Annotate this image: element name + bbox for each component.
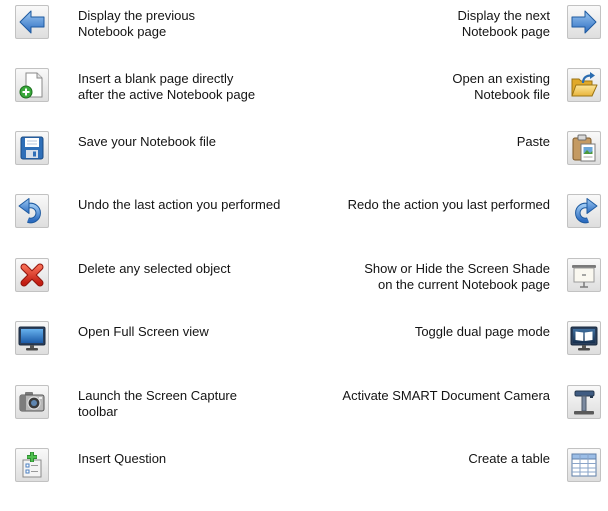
description-line: Delete any selected object [78,261,231,276]
description-line: Open Full Screen view [78,324,209,339]
description-line: Display the next [457,8,550,23]
description-line: Launch the Screen Capture [78,388,237,403]
undo-icon [15,194,49,228]
dual-page-icon [567,321,601,355]
redo-icon-graphic [568,195,600,227]
next-page-icon-graphic [568,6,600,38]
redo-description [348,197,550,213]
paste-description [517,134,550,150]
table-icon [567,448,601,482]
reference-row [0,448,608,511]
screen-capture-entry [0,385,300,448]
full-screen-icon [15,321,49,355]
create-table-description [468,451,550,467]
reference-row [0,194,608,257]
description-line: after the active Notebook page [78,87,256,102]
paste-icon-graphic [568,132,600,164]
table-icon-graphic [568,449,600,481]
document-camera-entry [300,385,608,448]
description-line: Open an existing [452,71,550,86]
save-description [78,134,216,150]
create-table-entry [300,448,608,511]
delete-entry [0,258,300,321]
delete-icon-graphic [16,259,48,291]
insert-blank-page-entry [0,68,300,131]
insert-question-icon-graphic [16,449,48,481]
description-line: Undo the last action you performed [78,197,281,212]
full-screen-entry [0,321,300,384]
save-entry [0,131,300,194]
undo-entry [0,194,300,257]
open-file-description [452,71,550,103]
description-line: Activate SMART Document Camera [342,388,550,403]
description-line: Create a table [468,451,550,466]
description-line: toolbar [78,404,118,419]
delete-icon [15,258,49,292]
reference-row [0,131,608,194]
insert-question-description [78,451,166,467]
insert-blank-page-icon-graphic [16,69,48,101]
previous-page-icon [15,5,49,39]
screen-capture-icon-graphic [16,386,48,418]
open-file-icon-graphic [568,69,600,101]
insert-question-entry [0,448,300,511]
description-line: Show or Hide the Screen Shade [364,261,550,276]
screen-shade-icon-graphic [568,259,600,291]
description-line: Notebook page [461,24,550,39]
insert-blank-page-icon [15,68,49,102]
previous-page-description [78,8,195,40]
redo-entry [300,194,608,257]
reference-row [0,321,608,384]
insert-blank-page-description [78,71,255,103]
description-line: Toggle dual page mode [414,324,550,339]
document-camera-icon [567,385,601,419]
undo-description [78,197,280,213]
redo-icon [567,194,601,228]
dual-page-entry [300,321,608,384]
previous-page-entry [0,5,300,68]
reference-row [0,5,608,68]
next-page-entry [300,5,608,68]
description-line: Save your Notebook file [78,134,217,149]
document-camera-icon-graphic [568,386,600,418]
full-screen-icon-graphic [16,322,48,354]
description-line: Insert Question [78,451,167,466]
description-line: Display the previous [78,8,196,23]
screen-capture-description [78,388,237,420]
screen-shade-entry [300,258,608,321]
description-line: Insert a blank page directly [78,71,234,86]
previous-page-icon-graphic [16,6,48,38]
document-camera-description [342,388,550,404]
screen-shade-description [364,261,550,293]
description-line: Notebook file [474,87,550,102]
screen-capture-icon [15,385,49,419]
next-page-icon [567,5,601,39]
delete-description [78,261,230,277]
save-icon [15,131,49,165]
open-file-entry [300,68,608,131]
save-icon-graphic [16,132,48,164]
description-line: Notebook page [78,24,167,39]
description-line: on the current Notebook page [377,277,550,292]
next-page-description [458,8,551,40]
description-line: Paste [516,134,550,149]
open-file-icon [567,68,601,102]
reference-row [0,385,608,448]
screen-shade-icon [567,258,601,292]
undo-icon-graphic [16,195,48,227]
paste-icon [567,131,601,165]
paste-entry [300,131,608,194]
dual-page-description [415,324,550,340]
dual-page-icon-graphic [568,322,600,354]
description-line: Redo the action you last performed [347,197,550,212]
reference-row [0,68,608,131]
reference-row [0,258,608,321]
full-screen-description [78,324,209,340]
insert-question-icon [15,448,49,482]
